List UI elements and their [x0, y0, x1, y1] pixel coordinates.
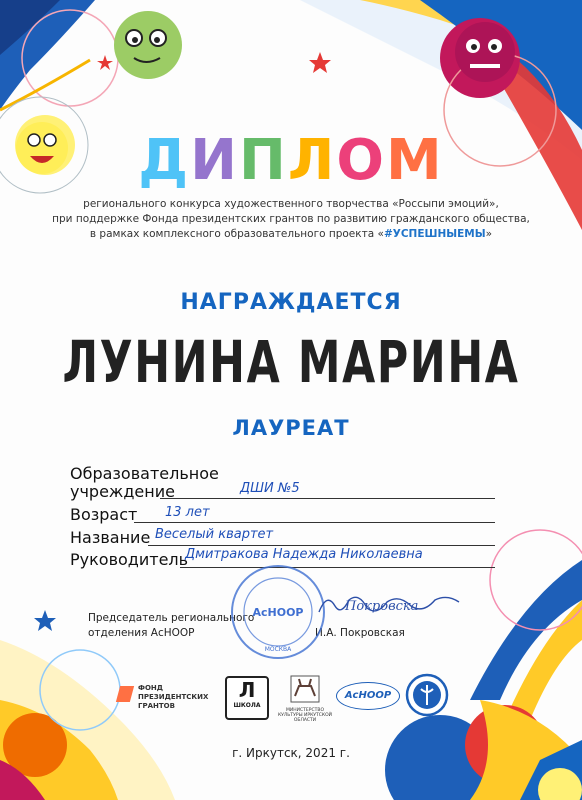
- university-emblem-icon: [405, 673, 449, 717]
- diploma-title: [0, 128, 582, 193]
- title-letter: И: [190, 128, 239, 193]
- age-value: 13 лет: [165, 505, 210, 520]
- age-underline: [134, 522, 495, 523]
- title-letter: Д: [138, 128, 191, 193]
- signatory-role-line2: отделения АсНООР: [88, 627, 195, 639]
- school-value: ДШИ №5: [240, 481, 300, 496]
- stamp-bottom-text: МОСКВА: [264, 646, 292, 653]
- school-label-line1: Образовательное: [70, 464, 219, 483]
- leader-label: Руководитель: [70, 550, 189, 569]
- title-letter: П: [239, 128, 288, 193]
- work-title-underline: [148, 545, 495, 546]
- title-letter: Л: [287, 128, 337, 193]
- project-line: в рамках комплексного образовательного проекта «#УСПЕШНЫЕМЫ»: [89, 228, 493, 240]
- fund-line2: ПРЕЗИДЕНТСКИХ: [138, 693, 209, 701]
- title-letter: О: [336, 128, 386, 193]
- signature-text: Покровска: [345, 599, 419, 614]
- title-letter: М: [386, 128, 444, 193]
- ministry-text: МИНИСТЕРСТВО КУЛЬТУРЫ ИРКУТСКОЙ ОБЛАСТИ: [277, 708, 333, 723]
- leader-value: Дмитракова Надежда Николаевна: [185, 547, 423, 562]
- work-title-value: Веселый квартет: [155, 527, 274, 542]
- handwritten-signature: [315, 588, 465, 620]
- recipient-name: ЛУНИНА МАРИНА: [62, 328, 520, 396]
- award-rank: ЛАУРЕАТ: [232, 416, 350, 440]
- organization-stamp: [228, 562, 328, 662]
- school-logo: [225, 676, 269, 720]
- stamp-center-text: АсНООР: [252, 606, 304, 619]
- school-label-line2: учреждение: [70, 482, 175, 501]
- deer-crest-icon: [275, 674, 335, 704]
- contest-line: регионального конкурса художественного творчества «Россыпи эмоций»,: [83, 198, 499, 210]
- fund-line1: ФОНД: [138, 684, 163, 692]
- asnoor-logo: АсНООР: [336, 682, 400, 710]
- signatory-role-line1: Председатель регионального: [88, 612, 255, 624]
- work-title-label: Название: [70, 528, 151, 547]
- grant-line: при поддержке Фонда президентских грантов по развитию гражданского общества,: [52, 213, 530, 225]
- school-logo-word: ШКОЛА: [233, 702, 261, 709]
- school-logo-letter: Л: [238, 678, 256, 702]
- ministry-logo: [275, 674, 335, 723]
- awarded-heading: НАГРАЖДАЕТСЯ: [180, 290, 402, 315]
- school-underline: [160, 498, 495, 499]
- city-and-year: г. Иркутск, 2021 г.: [232, 746, 350, 760]
- fund-line3: ГРАНТОВ: [138, 702, 175, 710]
- signatory-name: И.А. Покровская: [315, 627, 405, 639]
- age-label: Возраст: [70, 505, 138, 524]
